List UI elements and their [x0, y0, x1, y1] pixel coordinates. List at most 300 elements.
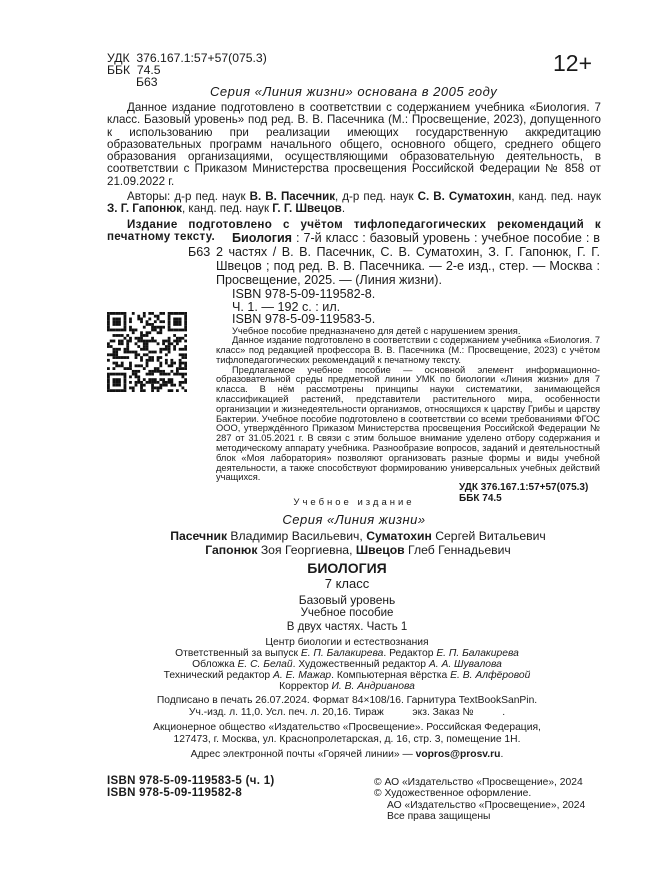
qr-module — [121, 312, 124, 315]
qr-module — [143, 367, 146, 370]
qr-module — [179, 318, 182, 321]
qr-module — [124, 323, 127, 326]
qr-module — [184, 329, 187, 332]
qr-module — [118, 318, 121, 321]
qr-module — [165, 373, 168, 376]
qr-module — [107, 389, 110, 392]
qr-module — [146, 362, 149, 365]
qr-module — [121, 362, 124, 365]
qr-module — [118, 348, 121, 351]
catalog-mark: Б63 — [188, 245, 211, 259]
qr-module — [184, 320, 187, 323]
qr-module — [113, 320, 116, 323]
qr-module — [140, 389, 143, 392]
credit-role: Обложка — [192, 659, 238, 670]
qr-module — [173, 312, 176, 315]
qr-module — [165, 384, 168, 387]
email-address: vopros@prosv.ru — [415, 749, 501, 760]
qr-module — [113, 384, 116, 387]
part-info: Ч. 1. — 192 с. : ил. — [232, 299, 341, 314]
qr-module — [154, 381, 157, 384]
qr-module — [148, 351, 151, 354]
qr-module — [129, 375, 132, 378]
qr-module — [146, 359, 149, 362]
qr-module — [170, 378, 173, 381]
qr-module — [107, 384, 110, 387]
qr-module — [129, 337, 132, 340]
person-name: Е. П. Балакирева — [436, 648, 519, 659]
qr-module — [126, 356, 129, 359]
qr-module — [179, 364, 182, 367]
qr-module — [162, 384, 165, 387]
qr-module — [181, 348, 184, 351]
qr-module — [113, 378, 116, 381]
qr-module — [121, 329, 124, 332]
qr-module — [118, 378, 121, 381]
annotation-paragraph: Предлагаемое учебное пособие — основной элемент информационно-образовательной среды предметной линии УМК по биологии «Линия жизни» для 7 класса. В нём рассмотрены принципы науки систематики, занимающейся классификацией растений, представители растительного мира, особенности организации и жизнедеятельности организмов, относящихся к царству Грибы и царству Бактерии. Учебное пособие подготовлено в соответствии со всеми требованиями ФГОС ООО, утверждённого Приказом Министерства просвещения Российской Федерации № 287 от 31.05.2021 г. В связи с этим большое внимание уделено отбору содержания и методическому аппарату учебника. Разнообразие вопросов, заданий и деятельностный блок «Моя лаборатория» позволяют организовать разные формы и виды учебной деятельности, а также способствуют формированию универсальных учебных действий учащихся. — [216, 364, 600, 483]
qr-module — [113, 356, 116, 359]
qr-module — [140, 384, 143, 387]
catalog-title: Биология — [232, 231, 293, 245]
qr-module — [113, 323, 116, 326]
qr-module — [168, 326, 171, 329]
qr-module — [179, 323, 182, 326]
qr-module — [124, 318, 127, 321]
qr-module — [184, 356, 187, 359]
qr-module — [148, 312, 151, 315]
qr-module — [110, 345, 113, 348]
qr-module — [140, 331, 143, 334]
qr-module — [157, 342, 160, 345]
qr-module — [170, 389, 173, 392]
qr-module — [179, 373, 182, 376]
qr-module — [137, 345, 140, 348]
qr-module — [124, 329, 127, 332]
qr-module — [157, 381, 160, 384]
author-names-line: Гапонюк Зоя Георгиевна, Швецов Глеб Геннадьевич — [205, 543, 511, 557]
qr-module — [165, 340, 168, 343]
qr-module — [143, 389, 146, 392]
qr-module — [151, 312, 154, 315]
qr-module — [159, 351, 162, 354]
qr-module — [179, 359, 182, 362]
qr-module — [162, 373, 165, 376]
catalog-card — [216, 231, 600, 504]
qr-module — [157, 315, 160, 318]
qr-module — [154, 351, 157, 354]
qr-module — [135, 375, 138, 378]
qr-module — [143, 312, 146, 315]
author-mark: Б63 — [136, 75, 158, 90]
author-name: В. В. Пасечник — [249, 190, 336, 204]
qr-module — [159, 312, 162, 315]
qr-module — [179, 381, 182, 384]
qr-module — [118, 389, 121, 392]
qr-module — [165, 359, 168, 362]
qr-module — [168, 378, 171, 381]
copyright-line: АО «Издательство «Просвещение», 2024 — [387, 799, 586, 811]
qr-module — [170, 362, 173, 365]
qr-module — [135, 381, 138, 384]
qr-module — [168, 351, 171, 354]
qr-module — [140, 381, 143, 384]
qr-module — [168, 381, 171, 384]
qr-module — [179, 329, 182, 332]
qr-module — [168, 348, 171, 351]
qr-module — [118, 342, 121, 345]
qr-module — [135, 342, 138, 345]
person-name: Е. В. Алфёровой — [450, 670, 531, 681]
qr-module — [113, 381, 116, 384]
qr-module — [124, 351, 127, 354]
qr-module — [181, 367, 184, 370]
udk-code: УДК 376.167.1:57+57(075.3) — [459, 482, 589, 494]
qr-module — [110, 373, 113, 376]
qr-module — [168, 364, 171, 367]
qr-module — [140, 320, 143, 323]
qr-module — [170, 381, 173, 384]
qr-module — [143, 345, 146, 348]
qr-module — [159, 362, 162, 365]
qr-module — [132, 370, 135, 373]
qr-module — [165, 381, 168, 384]
qr-module — [184, 323, 187, 326]
level: Базовый уровень — [298, 593, 396, 607]
book-kind: Учебное пособие — [300, 607, 394, 619]
qr-module — [126, 351, 129, 354]
qr-module — [173, 320, 176, 323]
qr-module — [126, 334, 129, 337]
qr-module — [132, 351, 135, 354]
qr-module — [124, 315, 127, 318]
qr-module — [113, 312, 116, 315]
qr-module — [137, 378, 140, 381]
qr-module — [181, 375, 184, 378]
qr-module — [168, 373, 171, 376]
credit-role: . Художественный редактор — [292, 659, 429, 670]
qr-module — [107, 342, 110, 345]
series-founded: Серия «Линия жизни» основана в 2005 году — [210, 84, 498, 99]
qr-module — [179, 353, 182, 356]
qr-module — [184, 389, 187, 392]
qr-module — [124, 337, 127, 340]
tiflo-note: Издание подготовлено с учётом тифлопедагогических рекомендаций к печатному тексту. — [107, 217, 601, 243]
qr-module — [115, 353, 118, 356]
isbn-part: ISBN 978-5-09-119583-5 (ч. 1) — [107, 775, 275, 787]
qr-module — [115, 323, 118, 326]
qr-module — [135, 370, 138, 373]
qr-module — [159, 384, 162, 387]
qr-module — [113, 348, 116, 351]
qr-module — [124, 389, 127, 392]
isbn-set: ISBN 978-5-09-119582-8. — [232, 287, 376, 301]
qr-module — [143, 315, 146, 318]
qr-module — [154, 386, 157, 389]
qr-module — [168, 337, 171, 340]
qr-module — [140, 386, 143, 389]
qr-module — [184, 315, 187, 318]
qr-module — [170, 359, 173, 362]
qr-module — [137, 353, 140, 356]
qr-module — [124, 356, 127, 359]
qr-module — [173, 323, 176, 326]
qr-module — [146, 345, 149, 348]
qr-module — [121, 389, 124, 392]
qr-module — [113, 329, 116, 332]
qr-module — [159, 326, 162, 329]
credit-role: Ответственный за выпуск — [175, 648, 301, 659]
author-name: Г. Г. Швецов — [272, 202, 342, 216]
qr-module — [115, 320, 118, 323]
qr-module — [165, 345, 168, 348]
qr-module — [140, 334, 143, 337]
qr-module — [135, 356, 138, 359]
qr-module — [184, 348, 187, 351]
qr-module — [143, 348, 146, 351]
qr-module — [157, 331, 160, 334]
qr-module — [140, 364, 143, 367]
qr-module — [148, 340, 151, 343]
qr-module — [154, 378, 157, 381]
publisher-line: Акционерное общество «Издательство «Просвещение». Российская Федерация, — [153, 722, 541, 733]
qr-module — [148, 381, 151, 384]
qr-module — [179, 384, 182, 387]
qr-module — [126, 345, 129, 348]
qr-module — [170, 364, 173, 367]
qr-module — [118, 381, 121, 384]
qr-module — [118, 340, 121, 343]
qr-module — [165, 353, 168, 356]
qr-module — [110, 329, 113, 332]
qr-module — [107, 367, 110, 370]
qr-module — [173, 345, 176, 348]
qr-module — [135, 373, 138, 376]
qr-module — [168, 315, 171, 318]
qr-module — [143, 378, 146, 381]
copyright — [374, 777, 585, 822]
qr-module — [129, 381, 132, 384]
qr-module — [124, 348, 127, 351]
qr-module — [137, 315, 140, 318]
qr-module — [135, 337, 138, 340]
qr-module — [129, 351, 132, 354]
footer-isbn — [107, 776, 275, 799]
qr-module — [118, 384, 121, 387]
qr-module — [173, 334, 176, 337]
qr-module — [181, 381, 184, 384]
qr-module — [129, 386, 132, 389]
qr-module — [107, 359, 110, 362]
qr-module — [162, 340, 165, 343]
qr-module — [140, 337, 143, 340]
copyright-line: © Художественное оформление. — [374, 788, 532, 800]
qr-module — [159, 356, 162, 359]
qr-module — [176, 318, 179, 321]
qr-module — [151, 389, 154, 392]
qr-module — [176, 320, 179, 323]
qr-module — [118, 334, 121, 337]
qr-module — [113, 340, 116, 343]
qr-module — [148, 318, 151, 321]
authors: Авторы: д-р пед. наук В. В. Пасечник, д-р пед. наук С. В. Суматохин, канд. пед. наук З. Г. Гапонюк, канд. пед. наук Г. Г. Швецов. — [107, 190, 601, 216]
staff-credits — [0, 637, 650, 692]
qr-module — [162, 326, 165, 329]
qr-module — [184, 353, 187, 356]
qr-module — [121, 334, 124, 337]
qr-module — [184, 340, 187, 343]
qr-module — [129, 326, 132, 329]
qr-module — [181, 312, 184, 315]
qr-module — [113, 373, 116, 376]
staff-line — [0, 670, 650, 681]
qr-module — [110, 353, 113, 356]
qr-module — [115, 373, 118, 376]
qr-module — [151, 386, 154, 389]
qr-module — [126, 342, 129, 345]
qr-module — [135, 364, 138, 367]
qr-module — [162, 320, 165, 323]
qr-module — [184, 362, 187, 365]
parts-info: В двух частях. Часть 1 — [286, 621, 408, 633]
qr-module — [173, 329, 176, 332]
qr-module — [107, 373, 110, 376]
qr-module — [115, 389, 118, 392]
series-name: Серия «Линия жизни» — [282, 512, 426, 527]
qr-module — [132, 329, 135, 332]
annotation-paragraph: Учебное пособие предназначено для детей с нарушением зрения. — [232, 325, 521, 336]
qr-module — [118, 329, 121, 332]
qr-module — [146, 342, 149, 345]
qr-module — [170, 370, 173, 373]
qr-module — [126, 348, 129, 351]
qr-module — [132, 389, 135, 392]
credit-role: Технический редактор — [163, 670, 274, 681]
qr-module — [126, 340, 129, 343]
qr-module — [157, 359, 160, 362]
qr-module — [113, 389, 116, 392]
qr-module — [170, 342, 173, 345]
qr-module — [176, 323, 179, 326]
qr-module — [176, 370, 179, 373]
qr-module — [113, 318, 116, 321]
qr-module — [173, 362, 176, 365]
qr-module — [168, 318, 171, 321]
qr-module — [110, 340, 113, 343]
qr-module — [157, 370, 160, 373]
qr-module — [121, 342, 124, 345]
qr-module — [124, 373, 127, 376]
qr-module — [162, 381, 165, 384]
qr-module — [181, 356, 184, 359]
volume-info: Уч.-изд. л. 11,0. Усл. печ. л. 20,16. Тираж экз. Заказ № . — [188, 707, 506, 718]
qr-module — [113, 362, 116, 365]
qr-module — [137, 375, 140, 378]
staff-line — [0, 681, 650, 692]
qr-module — [107, 312, 110, 315]
qr-module — [162, 342, 165, 345]
qr-module — [151, 370, 154, 373]
qr-module — [146, 364, 149, 367]
qr-module — [129, 367, 132, 370]
qr-module — [179, 340, 182, 343]
qr-module — [151, 384, 154, 387]
qr-module — [159, 329, 162, 332]
qr-module — [159, 331, 162, 334]
qr-module — [151, 337, 154, 340]
qr-module — [184, 334, 187, 337]
qr-module — [176, 389, 179, 392]
publisher-address: 127473, г. Москва, ул. Краснопролетарская, д. 16, стр. 3, помещение 1Н. — [173, 734, 521, 745]
qr-module — [176, 329, 179, 332]
qr-module — [118, 312, 121, 315]
qr-module — [151, 323, 154, 326]
qr-module — [129, 364, 132, 367]
qr-module — [165, 362, 168, 365]
qr-module — [173, 318, 176, 321]
qr-module — [159, 378, 162, 381]
qr-module — [176, 367, 179, 370]
qr-module — [135, 329, 138, 332]
isbn-set: ISBN 978-5-09-119582-8 — [107, 786, 243, 799]
qr-module — [107, 386, 110, 389]
qr-module — [121, 364, 124, 367]
qr-module — [173, 340, 176, 343]
qr-module — [137, 318, 140, 321]
qr-module — [173, 373, 176, 376]
qr-module — [184, 373, 187, 376]
qr-module — [157, 318, 160, 321]
qr-module — [143, 340, 146, 343]
qr-module — [113, 351, 116, 354]
qr-module — [107, 345, 110, 348]
qr-module — [140, 340, 143, 343]
qr-module — [154, 329, 157, 332]
qr-module — [184, 318, 187, 321]
qr-module — [148, 370, 151, 373]
qr-module — [157, 326, 160, 329]
qr-module — [124, 326, 127, 329]
qr-module — [113, 367, 116, 370]
qr-module — [135, 384, 138, 387]
qr-module — [146, 331, 149, 334]
qr-module — [168, 389, 171, 392]
qr-module — [184, 326, 187, 329]
qr-module — [107, 318, 110, 321]
qr-module — [181, 362, 184, 365]
qr-module — [165, 348, 168, 351]
qr-module — [162, 378, 165, 381]
qr-module — [159, 348, 162, 351]
intro-section — [107, 102, 601, 243]
qr-module — [173, 384, 176, 387]
person-name: Е. С. Белай — [237, 659, 293, 670]
publisher-info — [0, 722, 650, 746]
qr-module — [159, 364, 162, 367]
qr-module — [176, 340, 179, 343]
qr-module — [151, 326, 154, 329]
book-title: БИОЛОГИЯ — [307, 560, 387, 576]
qr-module — [151, 378, 154, 381]
qr-module — [132, 373, 135, 376]
qr-module — [162, 370, 165, 373]
hotline-email: Адрес электронной почты «Горячей линии» — vopros@prosv.ru. — [190, 749, 504, 760]
qr-module — [124, 312, 127, 315]
qr-module — [176, 373, 179, 376]
qr-module — [143, 326, 146, 329]
qr-module — [162, 312, 165, 315]
qr-module — [157, 367, 160, 370]
staff-line — [0, 648, 650, 659]
